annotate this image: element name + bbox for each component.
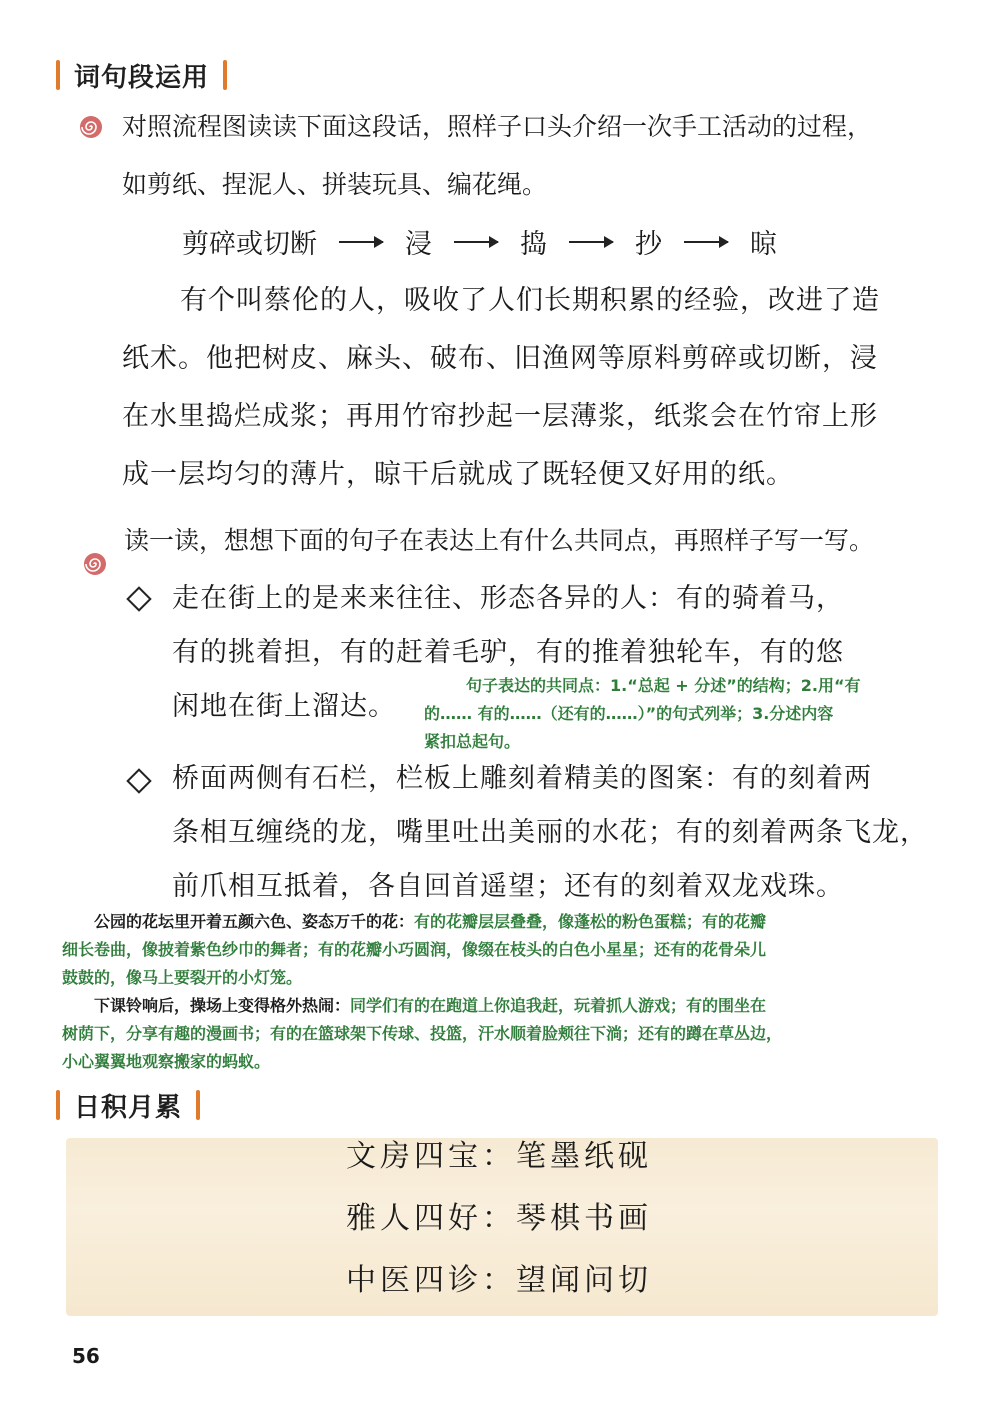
idiom-head: 中医四诊： xyxy=(346,1263,516,1298)
idiom-head: 文房四宝： xyxy=(346,1139,516,1174)
note-line: 紧扣总起句。 xyxy=(424,732,521,751)
flow-step: 晾 xyxy=(750,229,777,260)
answer-line: 细长卷曲，像披着紫色纱巾的舞者；有的花瓣小巧圆润，像缀在枝头的白色小星星；还有的花骨朵儿 xyxy=(62,940,767,959)
passage-line: 成一层均匀的薄片，晾干后就成了既轻便又好用的纸。 xyxy=(122,459,794,490)
idiom-tail: 琴棋书画 xyxy=(516,1201,652,1236)
idiom-list xyxy=(346,1126,652,1312)
swirl-icon xyxy=(84,553,106,575)
example-line: 条相互缠绕的龙，嘴里吐出美丽的水花；有的刻着两条飞龙， xyxy=(172,817,928,848)
passage-line: 有个叫蔡伦的人，吸收了人们长期积累的经验，改进了造 xyxy=(180,285,880,316)
section-header-2 xyxy=(56,1088,200,1122)
passage-line: 纸术。他把树皮、麻头、破布、旧渔网等原料剪碎或切断，浸 xyxy=(122,343,878,374)
header-bar-left xyxy=(56,1090,60,1120)
diamond-icon xyxy=(126,768,151,793)
section-title: 日积月累 xyxy=(74,1092,183,1123)
answer-block xyxy=(62,908,942,1076)
flow-step: 捣 xyxy=(520,229,547,260)
section-title: 词句段运用 xyxy=(74,62,210,93)
answer-paragraph xyxy=(62,992,942,1020)
header-bar-left xyxy=(56,60,60,90)
task1-instruction-line: 如剪纸、捏泥人、拼装玩具、编花绳。 xyxy=(122,170,548,199)
note-line: 句子表达的共同点：1.“总起 + 分述”的结构；2.用“有 xyxy=(466,676,861,695)
passage xyxy=(122,272,942,504)
flow-step: 剪碎或切断 xyxy=(182,229,317,260)
arrow-right-icon xyxy=(684,241,728,243)
answer-line: 小心翼翼地观察搬家的蚂蚁。 xyxy=(62,1052,271,1071)
example-sentence-2 xyxy=(172,752,942,914)
task2-instruction: 读一读，想想下面的句子在表达上有什么共同点，再照样子写一写。 xyxy=(124,526,875,555)
idiom-row xyxy=(346,1250,652,1312)
answer-paragraph xyxy=(62,908,942,936)
example-line: 有的挑着担，有的赶着毛驴，有的推着独轮车，有的悠 xyxy=(172,637,844,668)
page-number: 56 xyxy=(72,1344,100,1368)
task1-instruction xyxy=(122,98,952,214)
answer-lead: 下课铃响后，操场上变得格外热闹： xyxy=(94,996,351,1015)
example-line: 闲地在街上溜达。 xyxy=(172,691,396,722)
passage-line: 在水里捣烂成浆；再用竹帘抄起一层薄浆，纸浆会在竹帘上形 xyxy=(122,401,878,432)
answer-text: 有的花瓣层层叠叠，像蓬松的粉色蛋糕；有的花瓣 xyxy=(414,912,767,931)
idiom-head: 雅人四好： xyxy=(346,1201,516,1236)
flow-step: 浸 xyxy=(405,229,432,260)
example-line: 走在街上的是来来往往、形态各异的人：有的骑着马， xyxy=(172,583,844,614)
header-bar-right xyxy=(223,60,227,90)
answer-lead: 公园的花坛里开着五颜六色、姿态万千的花： xyxy=(94,912,415,931)
answer-note xyxy=(424,672,944,756)
example-line: 桥面两侧有石栏，栏板上雕刻着精美的图案：有的刻着两 xyxy=(172,763,872,794)
answer-line: 鼓鼓的，像马上要裂开的小灯笼。 xyxy=(62,968,303,987)
idiom-row xyxy=(346,1188,652,1250)
flow-step: 抄 xyxy=(635,229,662,260)
arrow-right-icon xyxy=(454,241,498,243)
idiom-row xyxy=(346,1126,652,1188)
diamond-icon xyxy=(126,586,151,611)
process-flow xyxy=(182,222,777,261)
note-line: 的…… 有的……（还有的……）”的句式列举；3.分述内容 xyxy=(424,704,834,723)
section-header-1 xyxy=(56,58,227,92)
header-bar-right xyxy=(196,1090,200,1120)
example-line: 前爪相互抵着，各自回首遥望；还有的刻着双龙戏珠。 xyxy=(172,871,844,902)
arrow-right-icon xyxy=(339,241,383,243)
answer-text: 同学们有的在跑道上你追我赶，玩着抓人游戏；有的围坐在 xyxy=(350,996,767,1015)
task1-instruction-line: 对照流程图读读下面这段话，照样子口头介绍一次手工活动的过程， xyxy=(122,112,873,141)
answer-line: 树荫下，分享有趣的漫画书；有的在篮球架下传球、投篮，汗水顺着脸颊往下淌；还有的蹲在草丛边， xyxy=(62,1024,783,1043)
idiom-tail: 笔墨纸砚 xyxy=(516,1139,652,1174)
swirl-icon xyxy=(80,116,102,138)
idiom-tail: 望闻问切 xyxy=(516,1263,652,1298)
arrow-right-icon xyxy=(569,241,613,243)
